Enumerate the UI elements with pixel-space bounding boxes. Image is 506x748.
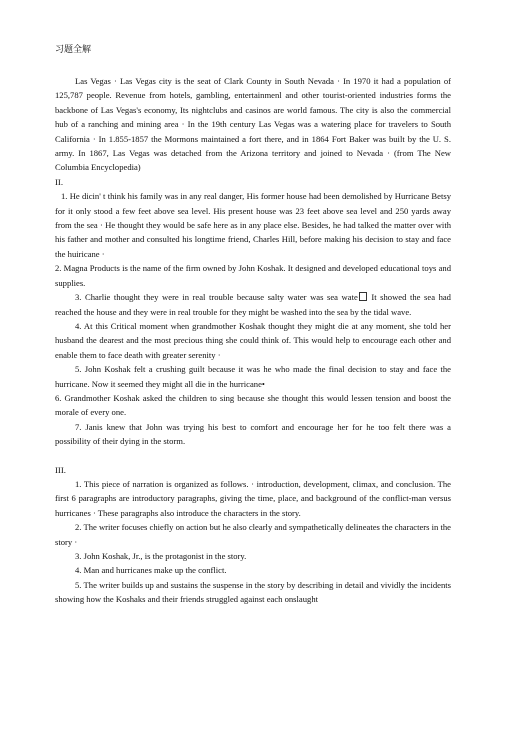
page-header: 习题全解	[55, 45, 92, 55]
answer-ii-4: 4. At this Critical moment when grandmother Koshak thought they might die at any moment, she told her husband the dearest and the most precious thing she could think of. This would help to encourage each other and enable them to face death with greater serenity ·	[55, 320, 451, 360]
answer-ii-3-text-a: 3. Charlie thought they were in real trouble because salty water was sea wate	[75, 292, 358, 303]
answer-iii-1: 1. This piece of narration is organized as follows. · introduction, development, climax, and conclusion. The first 6 paragraphs are introductory paragraphs, giving the time, place, and background of the conflict-man versus hurricanes · These paragraphs also introduce the characters in the story.	[55, 478, 451, 518]
answer-ii-3-text-b: It showed the sea had reached the house and they were in real trouble for they might be washed into the sea by the tidal wave.	[55, 292, 451, 317]
answer-ii-3	[55, 290, 451, 319]
answer-iii-2: 2. The writer focuses chiefly on action but he also clearly and sympathetically delineates the characters in the story ·	[55, 522, 451, 547]
answer-iii-5: 5. The writer builds up and sustains the suspense in the story by describing in detail and vividly the incidents showing how the Koshaks and their friends struggled against each onslaught	[55, 579, 451, 605]
answer-ii-2: 2. Magna Products is the name of the firm owned by John Koshak. It designed and developed educational toys and supplies.	[55, 263, 451, 288]
section-heading-ii: II.	[55, 176, 64, 187]
answer-iii-4: 4. Man and hurricanes make up the conflict.	[75, 565, 227, 576]
answer-iii-3: 3. John Koshak, Jr., is the protagonist in the story.	[75, 551, 247, 561]
answer-ii-7: 7. Janis knew that John was trying his best to comfort and encourage her for he too felt there was a possibility of their dying in the storm.	[55, 421, 451, 447]
answer-ii-6: 6. Grandmother Koshak asked the children to sing because she thought this would lessen tension and boost the morale of every one.	[55, 392, 451, 418]
section-spacer	[55, 449, 451, 463]
answer-ii-5: 5. John Koshak felt a crushing guilt because it was he who made the final decision to stay and face the hurricane. Now it seemed they might all die in the hurricane•	[55, 364, 451, 389]
document-page	[55, 44, 451, 607]
missing-glyph-box-icon	[359, 292, 367, 301]
answer-ii-1: 1. He dicin' t think his family was in any real danger, His former house had been demolished by Hurricane Betsy for it only stood a few feet above sea level. His present house was 23 feet above sea level and 250 yards away from the sea · He thought they would be safe here as in any place else. Besides, he had talked the matter over with his father and mother and consulted his longtime friend, Charles Hill, before making his decision to stay and face the huiricane ·	[55, 191, 451, 259]
intro-paragraph: Las Vegas · Las Vegas city is the seat of Clark County in South Nevada · In 1970 it had a population of 125,787 people. Revenue from hotels, gambling, entertainmenl and other tourist-oriented industries forms the backbone of Las Vegas's economy, Its nightclubs and casinos are world famous. The city is also the commercial hub of a ranching and mining area · In the 19th century Las Vegas was a watering place for travelers to South California · In 1.855-1857 the Mormons maintained a fort there, and in 1864 Fort Baker was built by the U. S. army. In 1867, Las Vegas was detached from the Arizona territory and joined to Nevada · (from The New Columbia Encyclopedia)	[55, 76, 451, 173]
section-heading-iii: III.	[55, 464, 66, 475]
